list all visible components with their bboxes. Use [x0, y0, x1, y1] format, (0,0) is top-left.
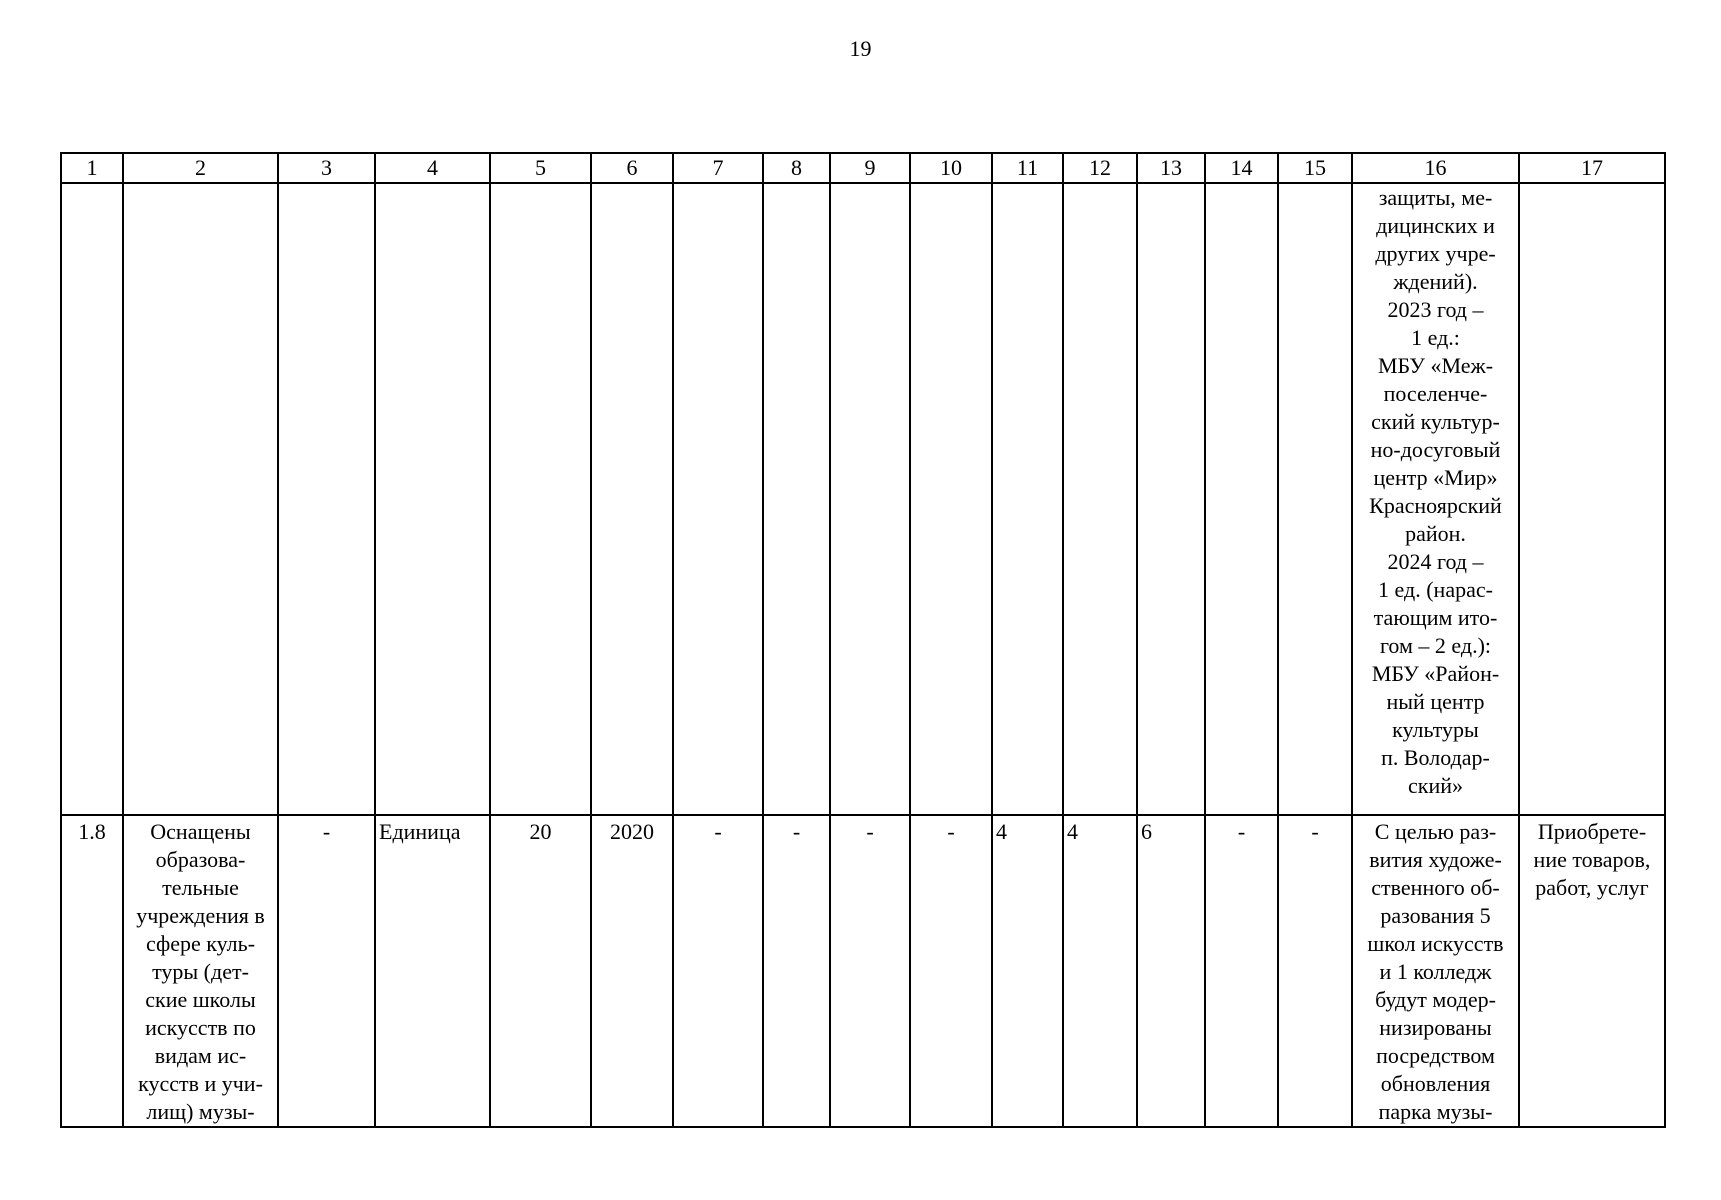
- text-line: сфере куль-: [145, 931, 256, 956]
- cell-c8: -: [763, 815, 830, 1127]
- text-line: Приобрете-: [1537, 819, 1647, 844]
- text-line: 2024 год –: [1387, 549, 1484, 574]
- text-line: МБУ «Меж-: [1377, 353, 1494, 378]
- text-line: МБУ «Район-: [1371, 661, 1500, 686]
- text-line: гом – 2 ед.):: [1379, 633, 1492, 658]
- cell-c11: 4: [992, 815, 1063, 1127]
- cell-c17: [1519, 183, 1665, 815]
- header-col-17: 17: [1519, 153, 1665, 183]
- cell-indicator-name: [123, 815, 278, 1127]
- text-line: 1 ед.:: [1411, 325, 1460, 350]
- header-col-13: 13: [1137, 153, 1205, 183]
- cell-c15: -: [1278, 815, 1352, 1127]
- text-line: дицинских и: [1376, 213, 1495, 238]
- header-col-16: 16: [1352, 153, 1519, 183]
- cell-c12: 4: [1063, 815, 1137, 1127]
- text-line: центр «Мир»: [1373, 465, 1498, 490]
- header-col-6: 6: [591, 153, 673, 183]
- text-line: других учре-: [1375, 241, 1496, 266]
- text-line: С целью раз-: [1374, 819, 1497, 844]
- cell-c16-result-text: [1352, 183, 1519, 815]
- text-line: учреждения в: [136, 903, 265, 928]
- text-line: ский»: [1408, 773, 1463, 798]
- table-row-1-8: [61, 815, 1665, 1127]
- text-line: будут модер-: [1375, 987, 1496, 1012]
- cell-c9: -: [830, 815, 910, 1127]
- text-line: обновления: [1380, 1071, 1491, 1096]
- header-col-2: 2: [123, 153, 278, 183]
- text-line: но-досуговый: [1370, 437, 1501, 462]
- text-line: 1 ед. (нарас-: [1378, 577, 1493, 602]
- text-line: школ искусств: [1367, 931, 1504, 956]
- cell-c13: [1137, 183, 1205, 815]
- header-row: [61, 153, 1665, 183]
- header-col-12: 12: [1063, 153, 1137, 183]
- page-number: 19: [849, 36, 872, 61]
- text-line: поселенче-: [1383, 381, 1488, 406]
- cell-c12: [1063, 183, 1137, 815]
- text-line: кусств и учи-: [138, 1071, 263, 1096]
- cell-c2: [123, 183, 278, 815]
- cell-c11: [992, 183, 1063, 815]
- text-line: ский культур-: [1371, 409, 1500, 434]
- text-line: ственного об-: [1371, 875, 1500, 900]
- text-line: работ, услуг: [1535, 875, 1649, 900]
- header-col-10: 10: [910, 153, 992, 183]
- cell-c14: -: [1205, 815, 1278, 1127]
- text-line: ние товаров,: [1533, 847, 1651, 872]
- text-line: и 1 колледж: [1379, 959, 1492, 984]
- cell-unit: Единица: [375, 815, 490, 1127]
- text-line: ный центр: [1386, 689, 1485, 714]
- cell-c4: [375, 183, 490, 815]
- cell-base-year: 2020: [591, 815, 673, 1127]
- text-line: искусств по: [145, 1015, 256, 1040]
- text-line: вития художе-: [1369, 847, 1502, 872]
- cell-c7: [673, 183, 763, 815]
- header-col-11: 11: [992, 153, 1063, 183]
- text-line: видам ис-: [154, 1043, 247, 1068]
- cell-c8: [763, 183, 830, 815]
- header-col-3: 3: [278, 153, 375, 183]
- header-col-5: 5: [490, 153, 591, 183]
- header-col-4: 4: [375, 153, 490, 183]
- program-table: [60, 152, 1666, 1128]
- text-line: защиты, ме-: [1378, 185, 1493, 210]
- cell-c5: [490, 183, 591, 815]
- cell-c1: [61, 183, 123, 815]
- text-line: парка музы-: [1378, 1099, 1493, 1124]
- cell-c15: [1278, 183, 1352, 815]
- cell-item-number: 1.8: [61, 815, 123, 1127]
- cell-c7: -: [673, 815, 763, 1127]
- cell-c5: 20: [490, 815, 591, 1127]
- table-row-continuation: [61, 183, 1665, 815]
- text-line: образова-: [155, 847, 246, 872]
- text-line: культуры: [1392, 717, 1479, 742]
- cell-c10: [910, 183, 992, 815]
- header-col-1: 1: [61, 153, 123, 183]
- cell-c6: [591, 183, 673, 815]
- text-line: Оснащены: [150, 819, 251, 844]
- cell-c10: -: [910, 815, 992, 1127]
- cell-c13: 6: [1137, 815, 1205, 1127]
- text-line: ждений).: [1393, 269, 1478, 294]
- header-col-7: 7: [673, 153, 763, 183]
- cell-c9: [830, 183, 910, 815]
- header-col-9: 9: [830, 153, 910, 183]
- text-line: лищ) музы-: [146, 1099, 255, 1124]
- text-line: п. Володар-: [1381, 745, 1490, 770]
- text-line: туры (дет-: [152, 959, 249, 984]
- cell-c3: [278, 183, 375, 815]
- text-line: ские школы: [145, 987, 256, 1012]
- cell-result-description: [1352, 815, 1519, 1127]
- text-line: тельные: [162, 875, 239, 900]
- text-line: разования 5: [1380, 903, 1491, 928]
- header-col-8: 8: [763, 153, 830, 183]
- text-line: тающим ито-: [1373, 605, 1498, 630]
- cell-result-type: [1519, 815, 1665, 1127]
- text-line: район.: [1405, 521, 1466, 546]
- cell-c14: [1205, 183, 1278, 815]
- text-line: низированы: [1379, 1015, 1492, 1040]
- text-line: Красноярский: [1369, 493, 1502, 518]
- header-col-15: 15: [1278, 153, 1352, 183]
- text-line: 2023 год –: [1387, 297, 1484, 322]
- text-line: посредством: [1376, 1043, 1495, 1068]
- header-col-14: 14: [1205, 153, 1278, 183]
- cell-c3: -: [278, 815, 375, 1127]
